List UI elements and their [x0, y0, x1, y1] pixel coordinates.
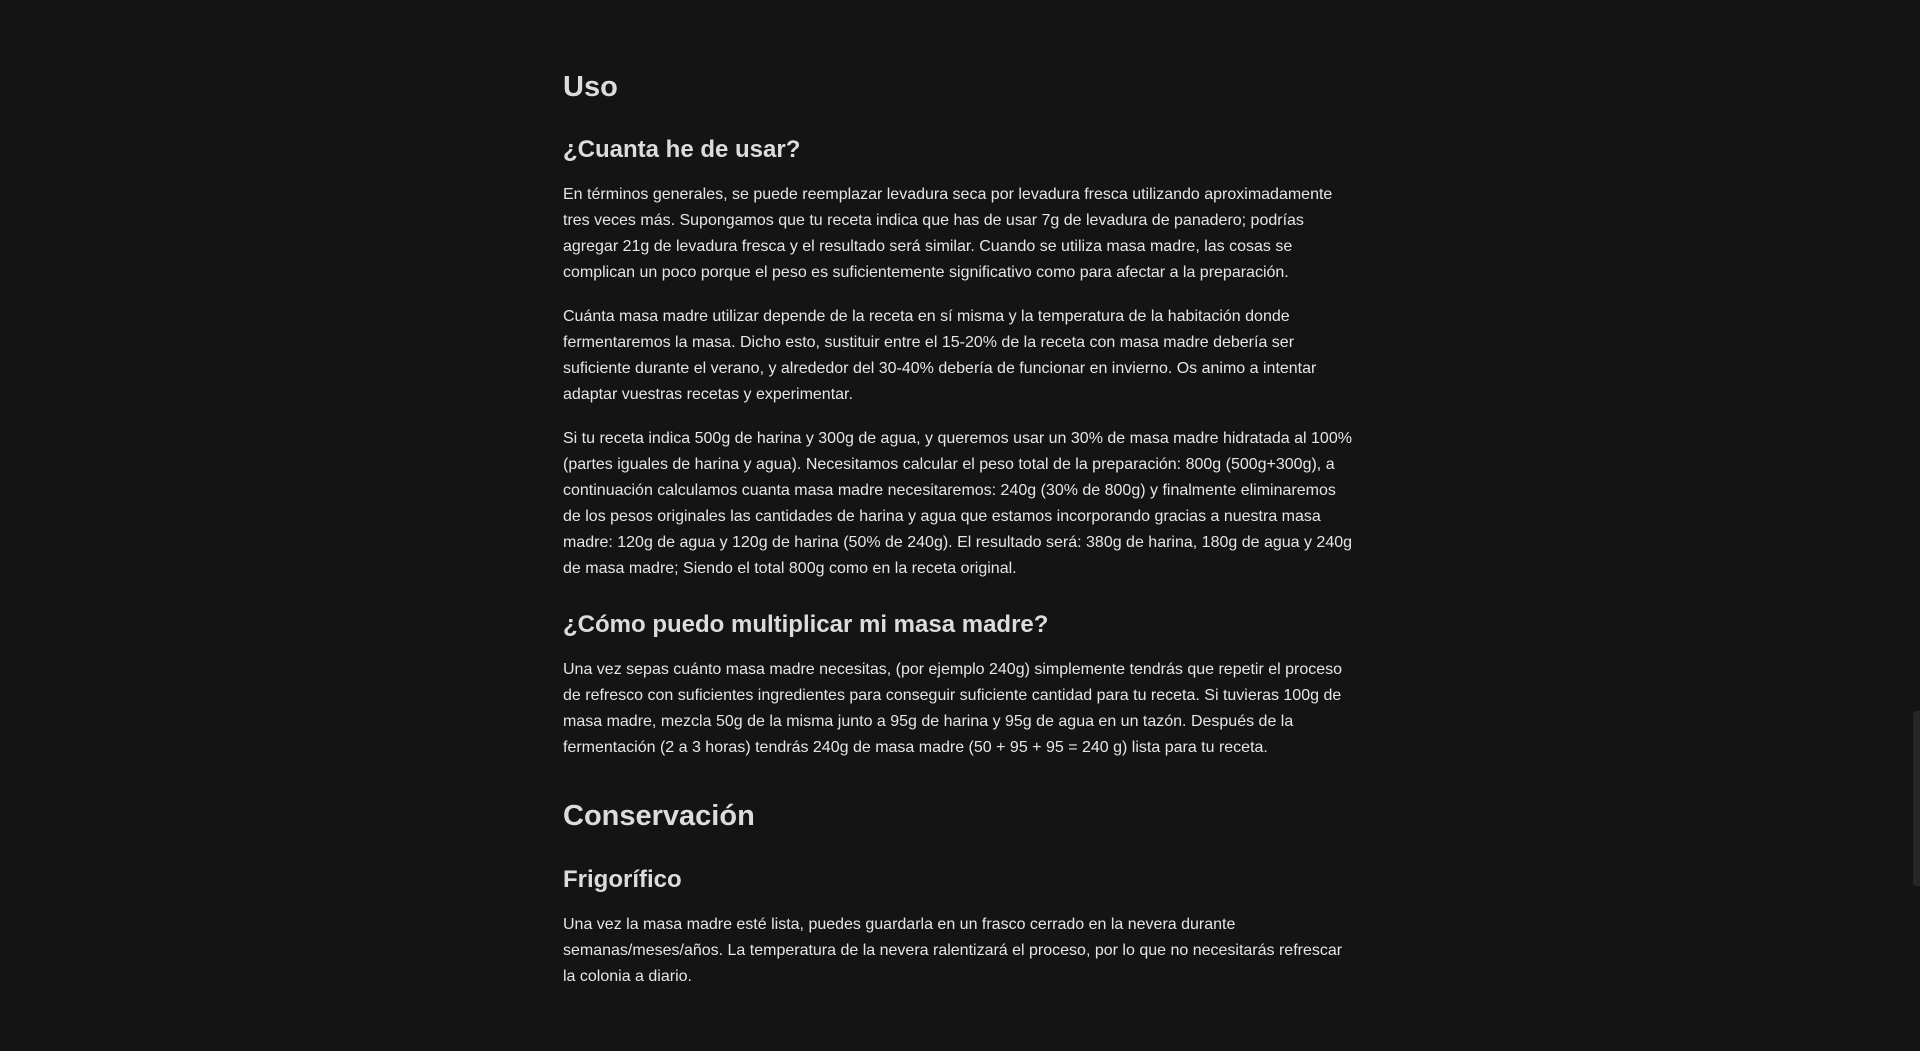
scrollbar-thumb[interactable]: [1913, 711, 1920, 886]
paragraph: En términos generales, se puede reemplazar levadura seca por levadura fresca utilizando aproximadamente tres veces más. Supongamos que tu receta indica que has de usar 7g de levadura de panadero; podrías agregar 21g de levadura fresca y el resultado será similar. Cuando se utiliza masa madre, las cosas se complican un poco porque el peso es suficientemente significativo como para afectar a la preparación.: [563, 186, 1333, 281]
paragraph: Una vez sepas cuánto masa madre necesitas, (por ejemplo 240g) simplemente tendrás que repetir el proceso de refresco con suficientes ingredientes para conseguir suficiente cantidad para tu receta. Si tuvieras 100g de masa madre, mezcla 50g de la misma junto a 95g de harina y 95g de agua en un tazón. Después de la fermentación (2 a 3 horas) tendrás 240g de masa madre (50 + 95 + 95 = 240 g) lista para tu receta.: [563, 661, 1343, 756]
paragraph: Cuánta masa madre utilizar depende de la receta en sí misma y la temperatura de la habitación donde fermentaremos la masa. Dicho esto, sustituir entre el 15-20% de la receta con masa madre debería ser suficiente durante el verano, y alrededor del 30-40% debería de funcionar en invierno. Os animo a intentar adaptar vuestras recetas y experimentar.: [563, 308, 1317, 403]
subheading-frigorifico: Frigorífico: [563, 866, 682, 893]
section-heading-uso: Uso: [563, 71, 618, 103]
section-heading-conservacion: Conservación: [563, 800, 755, 832]
paragraph: Si tu receta indica 500g de harina y 300g de agua, y queremos usar un 30% de masa madre hidratada al 100% (partes iguales de harina y agua). Necesitamos calcular el peso total de la preparación: 800g (500g+300g), a continuación calculamos cuanta masa madre necesitaremos: 240g (30% de 800g) y finalmente eliminaremos de los pesos originales las cantidades de harina y agua que estamos incorporando gracias a nuestra masa madre: 120g de agua y 120g de harina (50% de 240g). El resultado será: 380g de harina, 180g de agua y 240g de masa madre; Siendo el total 800g como en la receta original.: [563, 430, 1353, 577]
subheading-multiplicar: ¿Cómo puedo multiplicar mi masa madre?: [563, 611, 1049, 638]
paragraph: Una vez la masa madre esté lista, puedes guardarla en un frasco cerrado en la nevera durante semanas/meses/años. La temperatura de la nevera ralentizará el proceso, por lo que no necesitarás refrescar la colonia a diario.: [563, 916, 1343, 985]
subheading-cuanta: ¿Cuanta he de usar?: [563, 136, 801, 163]
